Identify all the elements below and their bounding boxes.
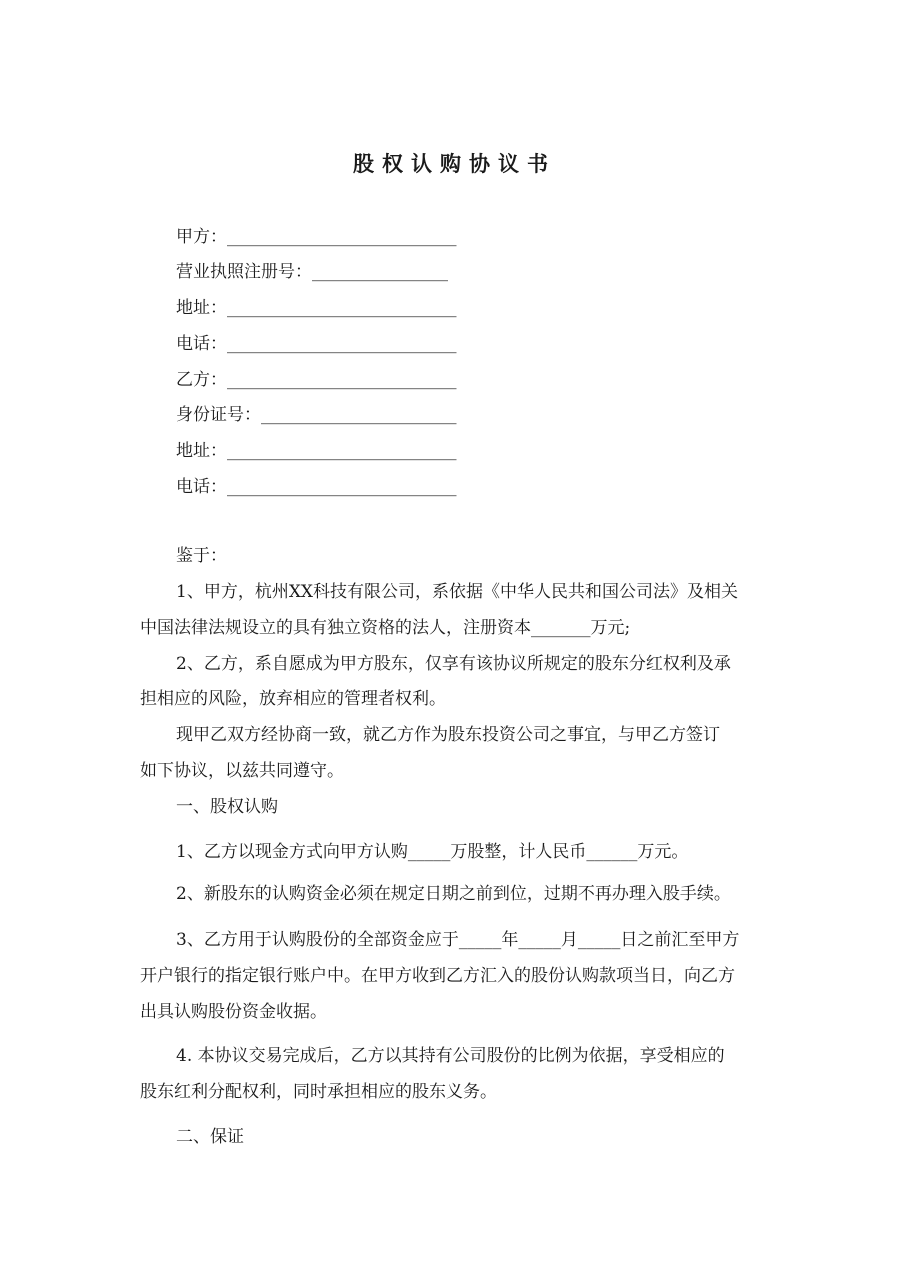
- field-label: 身份证号：: [176, 405, 261, 425]
- party-a-field: [176, 227, 476, 247]
- section-1-item-1: 1、乙方以现金方式向甲方认购_____万股整，计人民币______万元。: [176, 842, 689, 862]
- field-label: 地址：: [176, 298, 227, 318]
- field-label: 电话：: [176, 334, 227, 354]
- party-a-address-field: [176, 298, 476, 318]
- field-blank: ________________: [312, 262, 448, 282]
- section-1-item-3-line-1: 3、乙方用于认购股份的全部资金应于_____年_____月_____日之前汇至甲方: [176, 930, 740, 950]
- section-1-item-2: 2、新股东的认购资金必须在规定日期之前到位，过期不再办理入股手续。: [176, 884, 731, 904]
- recital-1-line-2: 中国法律法规设立的具有独立资格的法人，注册资本_______万元;: [140, 618, 631, 638]
- section-1-item-3-line-3: 出具认购股份资金收据。: [140, 1002, 327, 1022]
- whereas-heading: 鉴于：: [176, 546, 227, 566]
- party-b-field: [176, 370, 476, 390]
- section-1-heading: 一、股权认购: [176, 797, 278, 817]
- field-blank: ___________________________: [227, 370, 457, 390]
- field-blank: ___________________________: [227, 334, 457, 354]
- section-2-heading: 二、保证: [176, 1127, 244, 1147]
- field-blank: ___________________________: [227, 298, 457, 318]
- recital-2-line-2: 担相应的风险，放弃相应的管理者权利。: [140, 689, 446, 709]
- field-blank: ___________________________: [227, 477, 457, 497]
- field-label: 甲方：: [176, 227, 227, 247]
- field-label: 地址：: [176, 441, 227, 461]
- field-blank: ___________________________: [227, 227, 457, 247]
- section-1-item-3-line-2: 开户银行的指定银行账户中。在甲方收到乙方汇入的股份认购款项当日，向乙方: [140, 966, 735, 986]
- field-blank: _______________________: [261, 405, 457, 425]
- party-b-phone-field: [176, 477, 476, 497]
- document-title: 股权认购协议书: [353, 152, 556, 176]
- field-blank: ___________________________: [227, 441, 457, 461]
- recital-1-line-1: 1、甲方，杭州XX科技有限公司，系依据《中华人民共和国公司法》及相关: [176, 582, 739, 602]
- id-number-field: [176, 405, 476, 425]
- license-number-field: [176, 262, 476, 282]
- section-1-item-4-line-2: 股东红利分配权利，同时承担相应的股东义务。: [140, 1082, 497, 1102]
- field-label: 营业执照注册号：: [176, 262, 312, 282]
- recital-2-line-1: 2、乙方，系自愿成为甲方股东，仅享有该协议所规定的股东分红权利及承: [176, 654, 731, 674]
- field-label: 乙方：: [176, 370, 227, 390]
- section-1-item-4-line-1: 4. 本协议交易完成后，乙方以其持有公司股份的比例为依据，享受相应的: [176, 1046, 725, 1066]
- field-label: 电话：: [176, 477, 227, 497]
- recital-3-line-2: 如下协议，以兹共同遵守。: [140, 761, 344, 781]
- recital-3-line-1: 现甲乙双方经协商一致，就乙方作为股东投资公司之事宜，与甲乙方签订: [176, 725, 720, 745]
- party-a-phone-field: [176, 334, 476, 354]
- party-b-address-field: [176, 441, 476, 461]
